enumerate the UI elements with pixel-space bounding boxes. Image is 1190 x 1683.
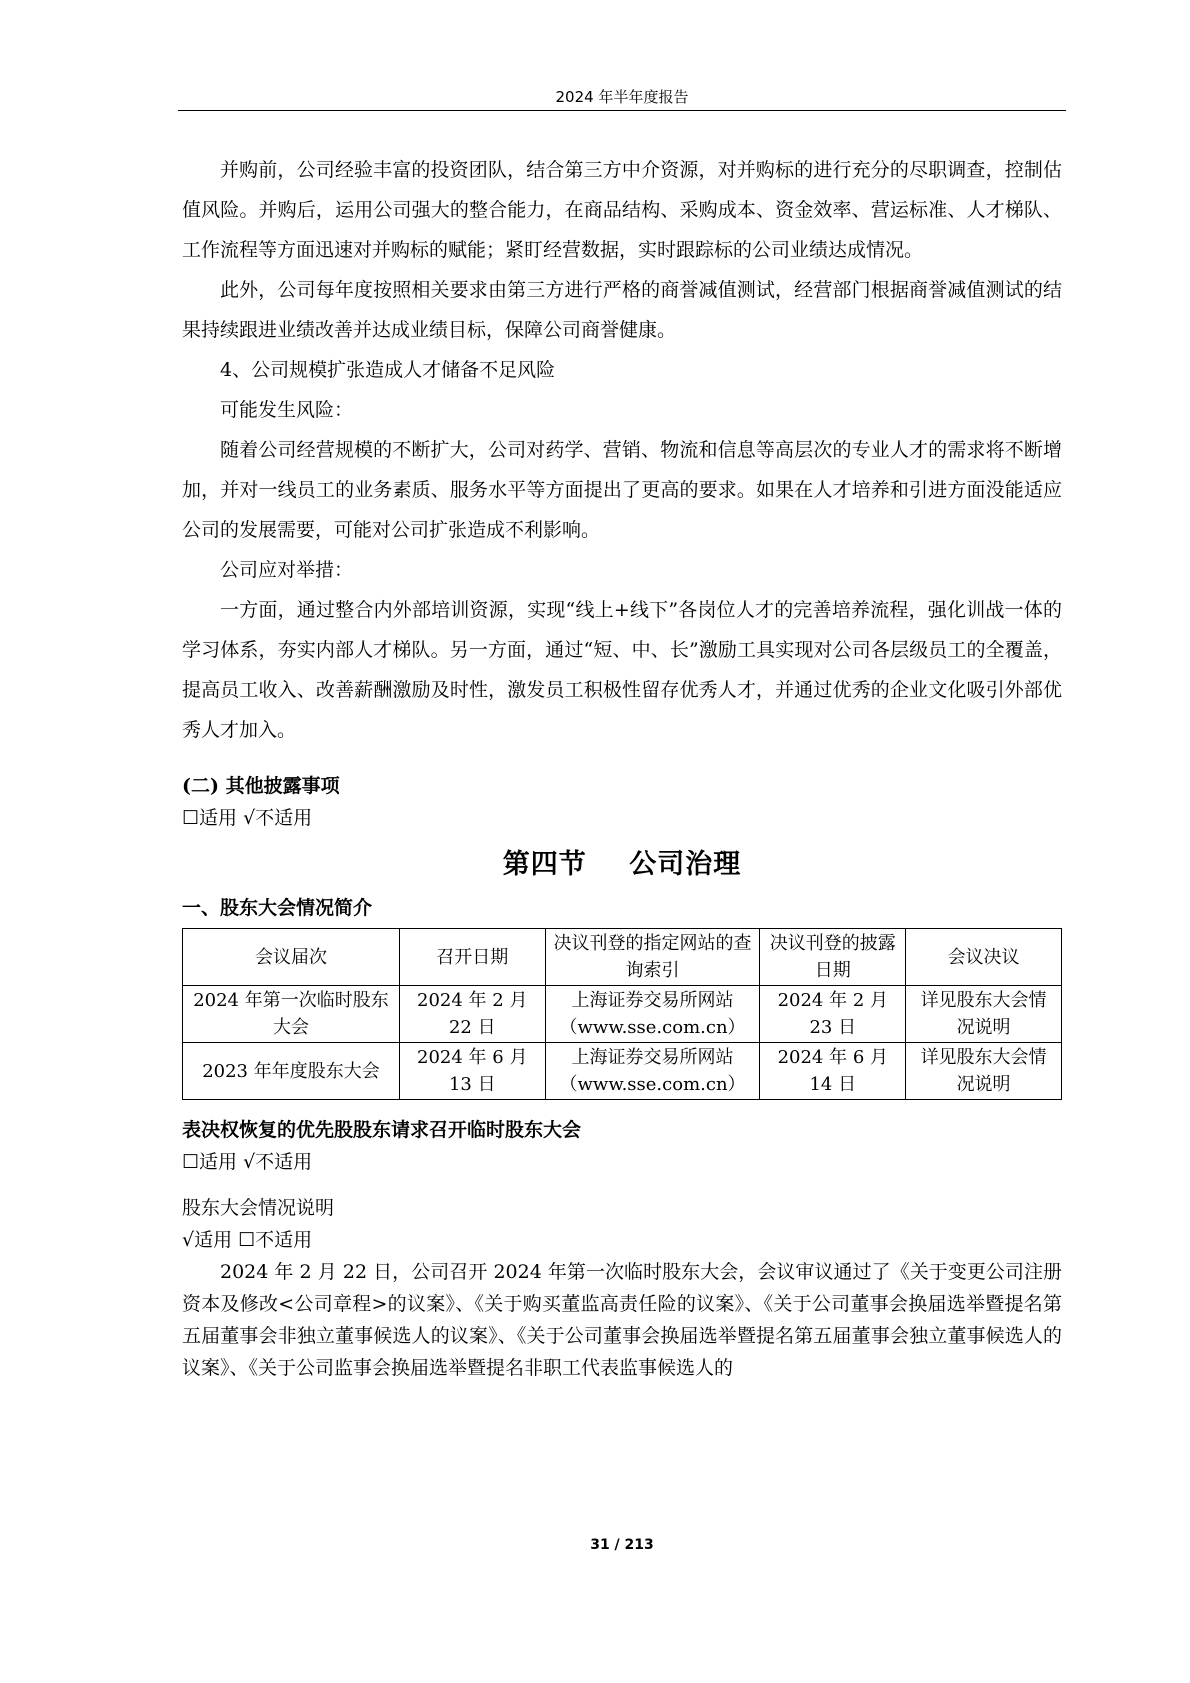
- meeting-notes-text: 2024 年 2 月 22 日，公司召开 2024 年第一次临时股东大会，会议审议通过了《关于变更公司注册资本及修改<公司章程>的议案》、《关于购买董监高责任险的议案》、《关于公司董事会换届选举暨提名第五届董事会非独立董事候选人的议案》、《关于公司董事会换届选举暨提名第五届董事会独立董事候选人的议案》、《关于公司监事会换届选举暨提名非职工代表监事候选人的: [182, 1261, 1062, 1379]
- preferred-request-choice: ☐适用 √不适用: [182, 1151, 313, 1173]
- column-header: 会议届次: [183, 929, 400, 986]
- meeting-notes-heading: 股东大会情况说明: [182, 1197, 335, 1219]
- table-cell: 2023 年年度股东大会: [183, 1043, 400, 1100]
- paragraph-risk: 随着公司经营规模的不断扩大，公司对药学、营销、物流和信息等高层次的专业人才的需求将不断增加，并对一线员工的业务素质、服务水平等方面提出了更高的要求。如果在人才培养和引进方面没能适应公司的发展需要，可能对公司扩张造成不利影响。: [182, 439, 1062, 541]
- table-row: [183, 1043, 1062, 1100]
- other-disclosure-heading: (二) 其他披露事项: [182, 775, 340, 797]
- table-cell: 详见股东大会情况说明: [906, 986, 1062, 1043]
- table-cell: 上海证券交易所网站（www.sse.com.cn）: [545, 1043, 760, 1100]
- column-header: 决议刊登的披露日期: [760, 929, 906, 986]
- meeting-notes-choice: √适用 ☐不适用: [182, 1229, 313, 1251]
- possible-risk-label: 可能发生风险：: [220, 399, 354, 421]
- paragraph-measures: 一方面，通过整合内外部培训资源，实现“线上+线下”各岗位人才的完善培养流程，强化训战一体的学习体系，夯实内部人才梯队。另一方面，通过“短、中、长”激励工具实现对公司各层级员工的全覆盖，提高员工收入、改善薪酬激励及时性，激发员工积极性留存优秀人才，并通过优秀的企业文化吸引外部优秀人才加入。: [182, 599, 1062, 741]
- table-cell: 2024 年 2 月 23 日: [760, 986, 906, 1043]
- column-header: 决议刊登的指定网站的查询索引: [545, 929, 760, 986]
- paragraph-merger: 并购前，公司经验丰富的投资团队，结合第三方中介资源，对并购标的进行充分的尽职调查，控制估值风险。并购后，运用公司强大的整合能力，在商品结构、采购成本、资金效率、营运标准、人才梯队、工作流程等方面迅速对并购标的赋能；紧盯经营数据，实时跟踪标的公司业绩达成情况。: [182, 159, 1062, 261]
- risk-item-heading: 4、公司规模扩张造成人才储备不足风险: [220, 359, 556, 381]
- page-number: 31 / 213: [590, 1537, 654, 1553]
- measures-label: 公司应对举措：: [220, 559, 354, 581]
- table-header-row: [183, 929, 1062, 986]
- meeting-table: [182, 928, 1062, 1100]
- table-cell: 2024 年 2 月 22 日: [399, 986, 545, 1043]
- column-header: 召开日期: [399, 929, 545, 986]
- table-cell: 2024 年第一次临时股东大会: [183, 986, 400, 1043]
- page-body: [182, 150, 1062, 1384]
- table-cell: 上海证券交易所网站（www.sse.com.cn）: [545, 986, 760, 1043]
- table-cell: 2024 年 6 月 14 日: [760, 1043, 906, 1100]
- section-title: 第四节 公司治理: [502, 849, 742, 880]
- column-header: 会议决议: [906, 929, 1062, 986]
- other-disclosure-choice: ☐适用 √不适用: [182, 807, 313, 829]
- header-rule: [178, 110, 1066, 111]
- table-row: [183, 986, 1062, 1043]
- table-cell: 2024 年 6 月 13 日: [399, 1043, 545, 1100]
- preferred-request-heading: 表决权恢复的优先股股东请求召开临时股东大会: [182, 1119, 582, 1141]
- page-header: 2024 年半年度报告: [555, 88, 689, 106]
- table-cell: 详见股东大会情况说明: [906, 1043, 1062, 1100]
- paragraph-goodwill: 此外，公司每年度按照相关要求由第三方进行严格的商誉减值测试，经营部门根据商誉减值测试的结果持续跟进业绩改善并达成业绩目标，保障公司商誉健康。: [182, 279, 1062, 341]
- meeting-table-heading: 一、股东大会情况简介: [182, 897, 373, 919]
